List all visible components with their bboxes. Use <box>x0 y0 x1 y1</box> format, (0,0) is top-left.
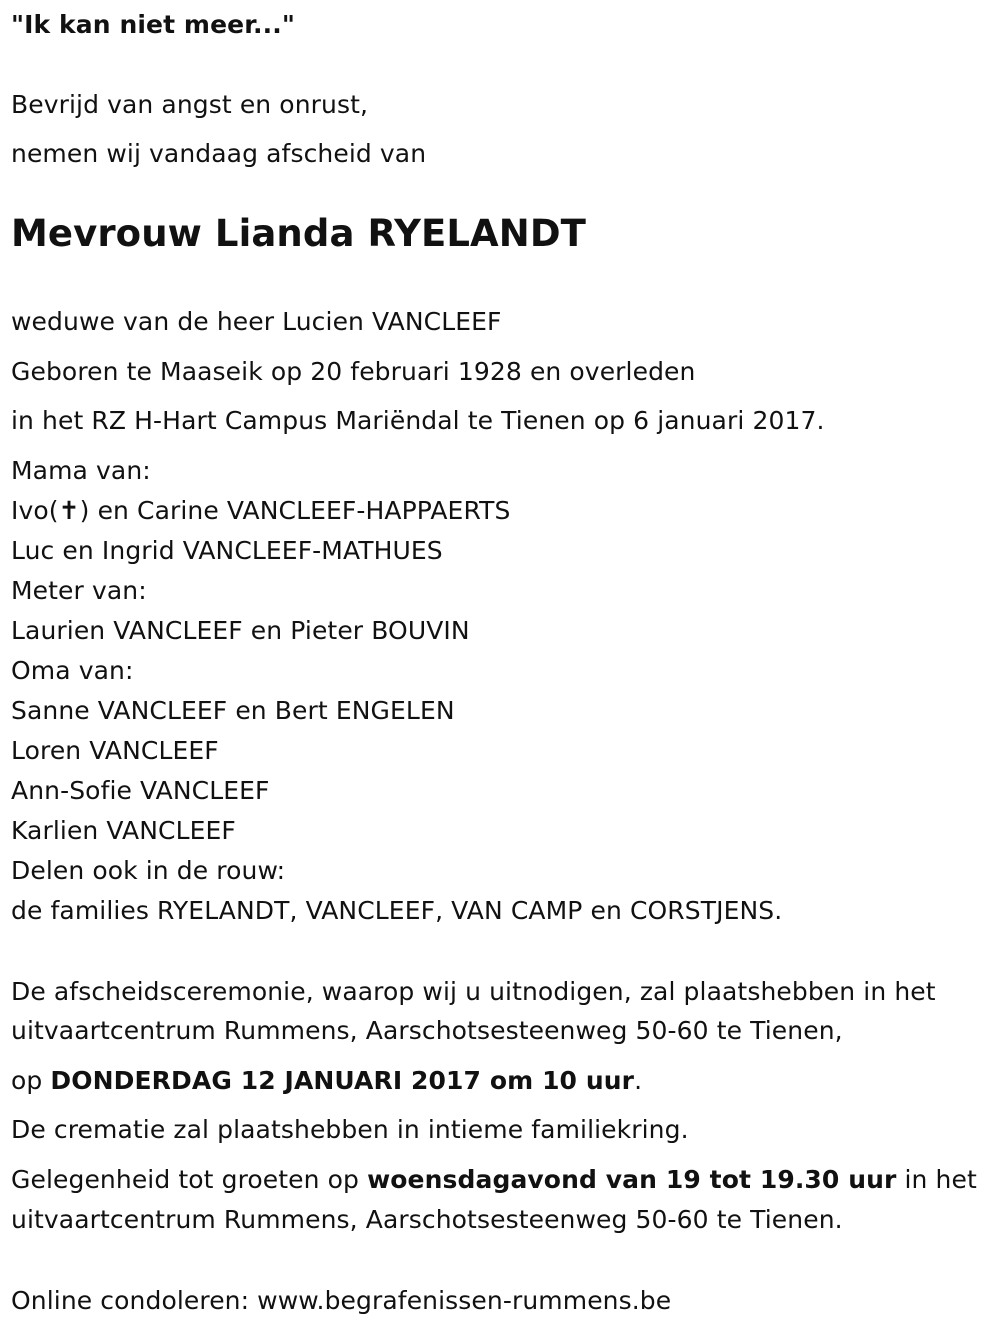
child-item: Luc en Ingrid VANCLEEF-MATHUES <box>11 536 443 565</box>
cremation-line: De crematie zal plaatshebben in intieme familiekring. <box>11 1115 689 1144</box>
intro-line-2: nemen wij vandaag afscheid van <box>11 139 427 168</box>
mourn-families: de families RYELANDT, VANCLEEF, VAN CAMP en CORSTJENS. <box>11 896 783 925</box>
mourn-label: Delen ook in de rouw: <box>11 856 286 885</box>
visitation-line-2: uitvaartcentrum Rummens, Aarschotsesteenweg 50-60 te Tienen. <box>11 1205 843 1234</box>
ceremony-date-line <box>11 1065 642 1097</box>
widow-line: weduwe van de heer Lucien VANCLEEF <box>11 307 502 336</box>
intro-line-1: Bevrijd van angst en onrust, <box>11 90 369 119</box>
oma-label: Oma van: <box>11 656 134 685</box>
date-prefix: op <box>11 1066 51 1095</box>
ceremony-line-1: De afscheidsceremonie, waarop wij u uitnodigen, zal plaatshebben in het <box>11 977 936 1006</box>
deceased-name: Mevrouw Lianda RYELANDT <box>11 212 586 255</box>
visit-suffix: in het <box>896 1165 977 1194</box>
visit-time: woensdagavond van 19 tot 19.30 uur <box>367 1165 897 1194</box>
meter-label: Meter van: <box>11 576 147 605</box>
ceremony-line-2: uitvaartcentrum Rummens, Aarschotsesteenweg 50-60 te Tienen, <box>11 1016 843 1045</box>
visitation-line <box>11 1164 977 1196</box>
grandchild-item: Loren VANCLEEF <box>11 736 219 765</box>
date-suffix: . <box>634 1066 643 1095</box>
ceremony-date: DONDERDAG 12 JANUARI 2017 om 10 uur <box>50 1066 635 1095</box>
child-item: Ivo(✝) en Carine VANCLEEF-HAPPAERTS <box>11 496 511 525</box>
grandchild-item: Sanne VANCLEEF en Bert ENGELEN <box>11 696 455 725</box>
mama-label: Mama van: <box>11 456 151 485</box>
opening-quote: "Ik kan niet meer..." <box>11 10 295 39</box>
visit-prefix: Gelegenheid tot groeten op <box>11 1165 368 1194</box>
grandchild-item: Karlien VANCLEEF <box>11 816 236 845</box>
online-condolence: Online condoleren: www.begrafenissen-rummens.be <box>11 1286 672 1315</box>
godchild-item: Laurien VANCLEEF en Pieter BOUVIN <box>11 616 470 645</box>
birth-line: Geboren te Maaseik op 20 februari 1928 en overleden <box>11 357 696 386</box>
death-line: in het RZ H-Hart Campus Mariëndal te Tienen op 6 januari 2017. <box>11 406 825 435</box>
grandchild-item: Ann-Sofie VANCLEEF <box>11 776 270 805</box>
